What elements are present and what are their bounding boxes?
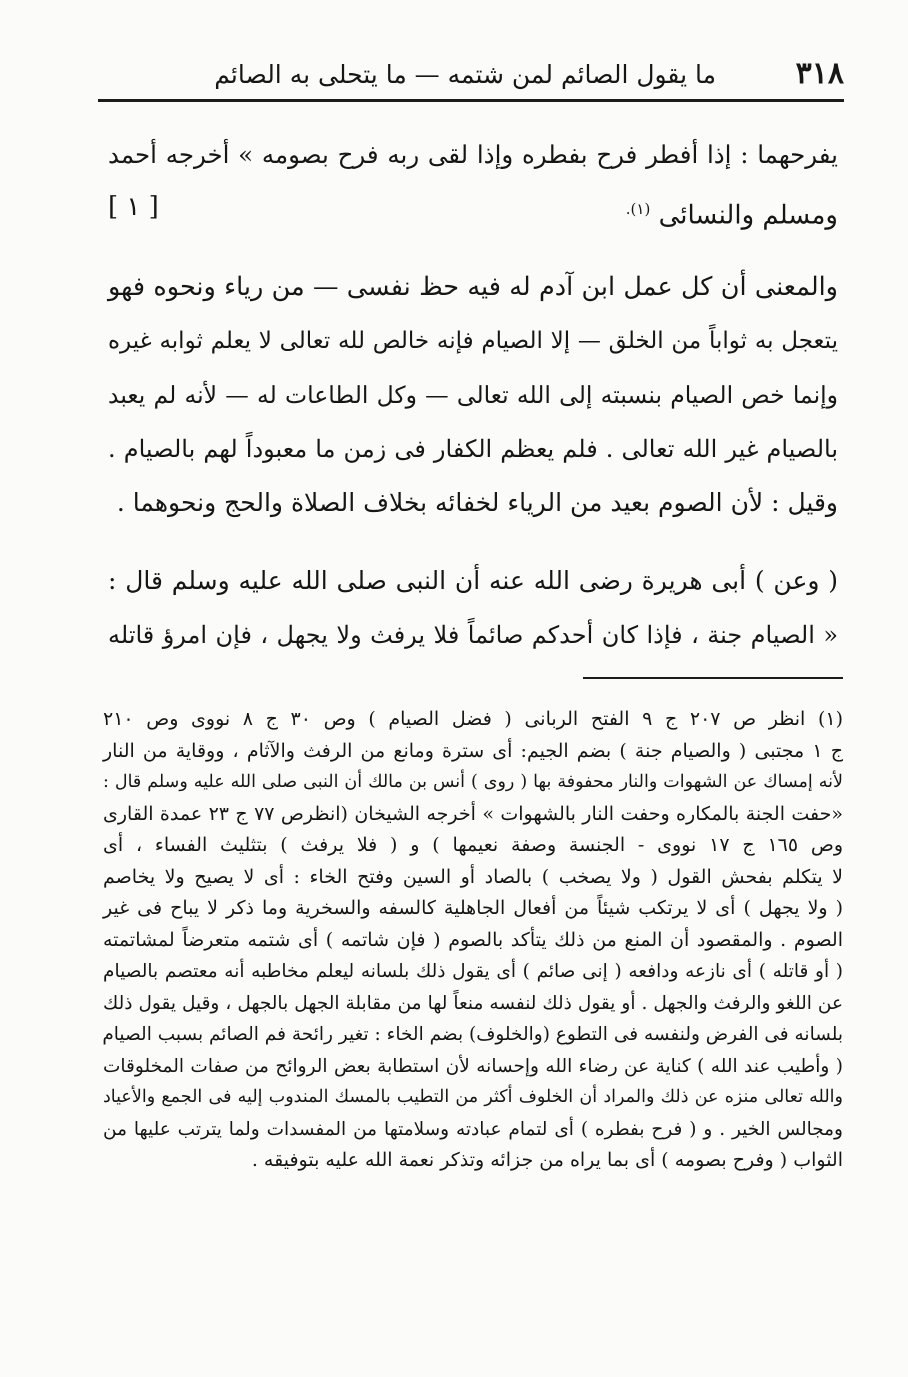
footnotes	[103, 704, 843, 1177]
footnote-divider	[583, 677, 843, 679]
footnote-line: وص ١٦٥ ج ١٧ نووى - الجنسة وصفة نعيمها ) و ( فلا يرفث ) بتثليث الفساء ، أى	[103, 834, 844, 856]
hadith-number: [ ١ ]	[108, 192, 159, 222]
text-line: وقيل : لأن الصوم بعيد من الرياء لخفائه بخلاف الصلاة والحج ونحوهما .	[116, 488, 838, 517]
footnote-line: ( أو قاتله ) أى نازعه ودافعه ( إنى صائم ) أى يقول ذلك بلسانه ليعلم مخاطبه أنه معتصم بالصيام	[103, 961, 843, 982]
footnote-line: بلسانه فى الفرض ولنفسه فى التطوع (والخلوف) بضم الخاء : تغير رائحة فم الصائم بسبب الصيام	[102, 1024, 843, 1045]
footnote-line: عن اللغو والرفث والجهل . أو يقول ذلك لنفسه منعاً لها من مقابلة الجهل بالجهل ، وقيل يقول ذلك	[103, 992, 843, 1014]
footnote-line: ( وأطيب عند الله ) كناية عن رضاء الله وإحسانه لأن استطابة بعض الروائح من صفات المخلوقات	[103, 1055, 843, 1077]
main-text	[108, 128, 838, 662]
text-line: والمعنى أن كل عمل ابن آدم له فيه حظ نفسى — من رياء ونحوه فهو	[108, 272, 838, 302]
footnote-line: ج ١ مجتبى ( والصيام جنة ) بضم الجيم: أى سترة ومانع من الرفث والآثام ، ووقاية من النار	[103, 739, 843, 762]
footnote-line: ( ولا يجهل ) أى لا يرتكب شيئاً من أفعال الجاهلية كالسفه والسخرية وما ذكر لا يباح فى غير	[103, 897, 843, 919]
footnote-line: والله تعالى منزه عن ذلك والمراد أن الخلوف أكثر من التطيب بالمسك المندوب إليه فى الجمع والأعياد	[103, 1087, 843, 1107]
text-line-content: ومسلم والنسائى	[658, 200, 838, 231]
footnote-line: لأنه إمساك عن الشهوات والنار محفوفة بها ( روى ) أنس بن مالك أن النبى صلى الله عليه وسلم قال :	[103, 772, 843, 792]
text-line: وإنما خص الصيام بنسبته إلى الله تعالى — وكل الطاعات له — لأنه لم يعبد	[108, 381, 838, 409]
footnote-line: (١) انظر ص ٢٠٧ ج ٩ الفتح الربانى ( فضل الصيام ) وص ٣٠ ج ٨ نووى وص ٢١٠	[103, 708, 844, 730]
footnote-line: الثواب ( وفرح بصومه ) أى بما يراه من جزائه وتذكر نعمة الله عليه بتوفيقه .	[251, 1149, 843, 1171]
page-number: ٣١٨	[795, 56, 844, 91]
text-line: بالصيام غير الله تعالى . فلم يعظم الكفار فى زمن ما معبوداً لهم بالصيام .	[108, 435, 838, 463]
text-line: ( وعن ) أبى هريرة رضى الله عنه أن النبى صلى الله عليه وسلم قال :	[108, 566, 838, 595]
footnote-line: الصوم . والمقصود أن المنع من ذلك يتأكد بالصوم ( فإن شاتمه ) أى شتمه متعرضاً لمشاتمته	[103, 928, 843, 951]
text-line: يفرحهما : إذا أفطر فرح بفطره وإذا لقى ربه فرح بصومه » أخرجه أحمد	[108, 140, 838, 169]
footnote-reference: (١).	[625, 200, 651, 218]
footnote-line: «حفت الجنة بالمكاره وحفت النار بالشهوات » أخرجه الشيخان (انظرص ٧٧ ج ٢٣ عمدة القارى	[103, 802, 844, 825]
running-title: ما يقول الصائم لمن شتمه — ما يتحلى به الصائم	[214, 60, 716, 89]
text-line	[108, 182, 838, 236]
text-line: « الصيام جنة ، فإذا كان أحدكم صائماً فلا يرفث ولا يجهل ، فإن امرؤ قاتله	[108, 621, 838, 649]
footnote-line: لا يتكلم بفحش القول ( ولا يصخب ) بالصاد أو السين وفتح الخاء : أى لا يصيح ولا يخاصم	[103, 865, 843, 888]
page-header	[98, 50, 844, 100]
text-line: يتعجل به ثواباً من الخلق — إلا الصيام فإنه خالص لله تعالى لا يعلم ثوابه غيره	[108, 328, 838, 354]
footnote-line: ومجالس الخير . و ( فرح بفطره ) أى لتمام عبادته وسلامتها من المفسدات ولما يترتب عليها من	[103, 1118, 843, 1140]
header-divider	[98, 99, 844, 102]
